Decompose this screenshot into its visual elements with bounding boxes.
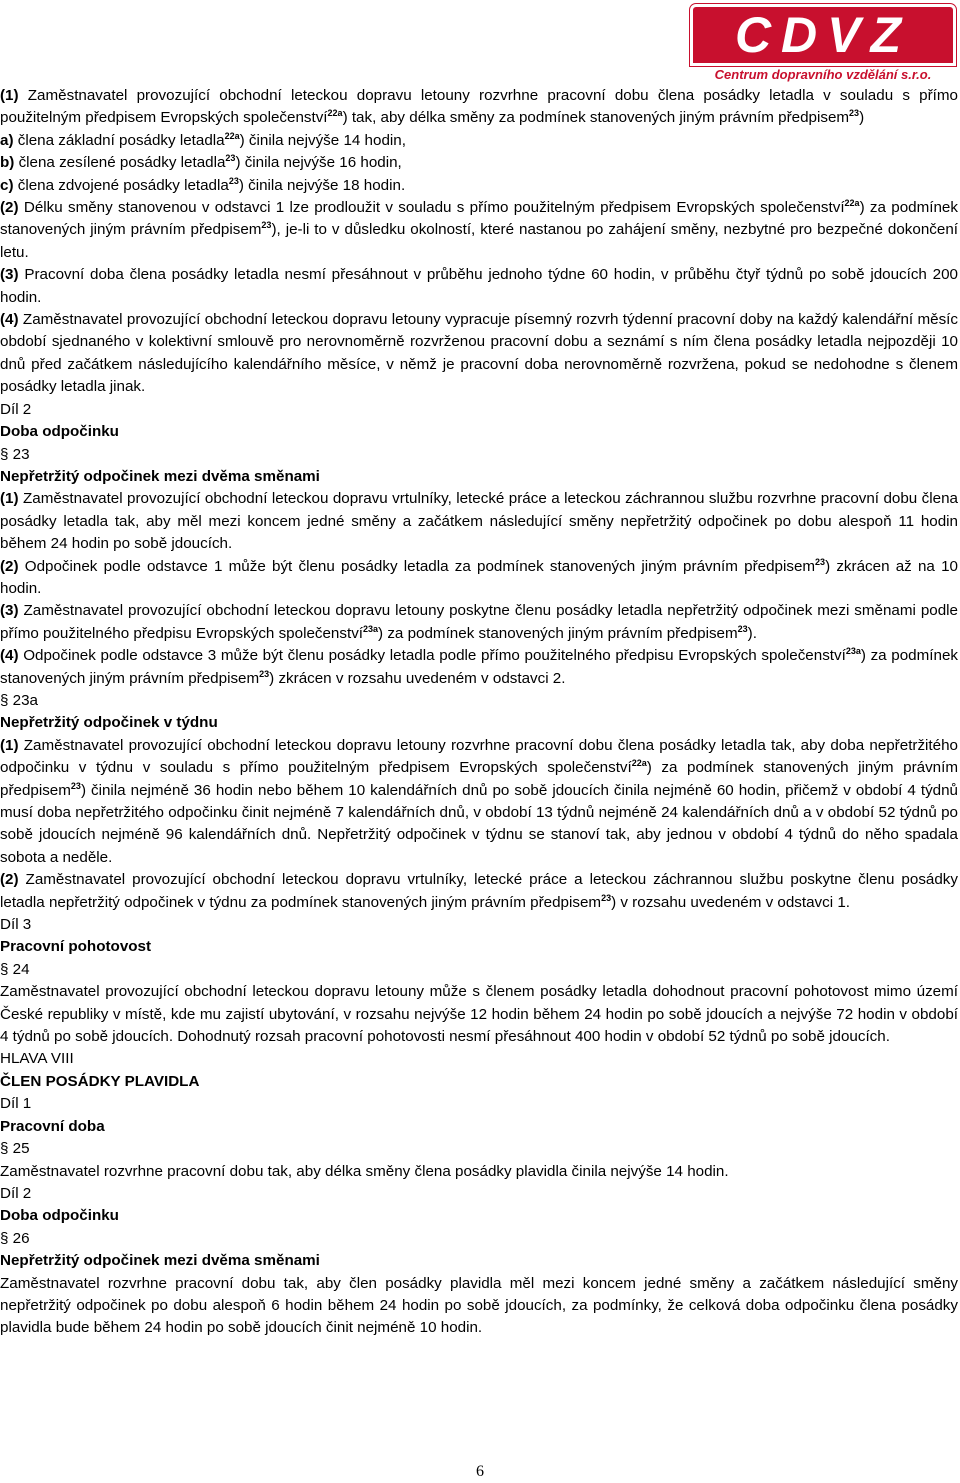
- logo-subtitle: Centrum dopravního vzdělání s.r.o.: [714, 67, 932, 82]
- paragraph-22-4: (4) Zaměstnavatel provozující obchodní leteckou dopravu letouny vypracuje písemný rozvrh týdenní pracovní doby na každý kalendářní měsíc období sjednaného v kolektivní smlouvě pro nerovnoměrně rozvrženou pracovní dobu a seznámí s ním člena posádky letadla nejpozději 10 dnů před začátkem následujícího kalendářního měsíce, v němž je pracovní doba nerovnoměrně rozvržena, pokud se nedohodne s členem posádky letadla jinak.: [0, 311, 958, 396]
- paragraph-23a-2: (2) Zaměstnavatel provozující obchodní leteckou dopravu vrtulníky, letecké práce a leteckou záchrannou službu poskytne členu posádky letadla nepřetržitý odpočinek v týdnu za podmínek stanovených jiným právním předpisem$^{23}$) v rozsahu uvedeném v odstavci 1.: [0, 871, 958, 911]
- logo-letters: CDVZ: [690, 4, 956, 66]
- document-body: [0, 85, 958, 1340]
- section-heading: Nepřetržitý odpočinek mezi dvěma směnami: [0, 467, 320, 485]
- section-title: Doba odpočinku: [0, 423, 119, 441]
- section-number: § 23a: [0, 691, 39, 709]
- paragraph-22-3: (3) Pracovní doba člena posádky letadla nesmí přesáhnout v průběhu jednoho týdne 60 hodin, v průběhu čtyř týdnů po sobě jdoucích 200 hodin.: [0, 266, 958, 306]
- section-number: § 26: [0, 1229, 30, 1247]
- section-title: Pracovní doba: [0, 1117, 105, 1135]
- paragraph-26: Zaměstnavatel rozvrhne pracovní dobu tak, aby člen posádky plavidla měl mezi koncem jedné směny a začátkem následující směny nepřetržitý odpočinek po dobu alespoň 6 hodin během 24 hodin po sobě jdoucích, za podmínky, že celková doba odpočinku člena posádky plavidla bude během 24 hodin po sobě jdoucích činit nejméně 10 hodin.: [0, 1274, 958, 1337]
- paragraph-24: Zaměstnavatel provozující obchodní leteckou dopravu letouny může s členem posádky letadla dohodnout pracovní pohotovost mimo území České republiky v místě, kde mu zajistí ubytování, v rozsahu nejvýše 12 hodin během 24 hodin po sobě jdoucích a nejvýše 72 hodin v období 4 týdnů po sobě jdoucích. Dohodnutý rozsah pracovní pohotovosti nesmí přesáhnout 400 hodin v období 52 týdnů po sobě jdoucích.: [0, 983, 958, 1046]
- paragraph-23-3: (3) Zaměstnavatel provozující obchodní leteckou dopravu letouny poskytne členu posádky letadla nepřetržitý odpočinek mezi směnami podle přímo použitelného předpisu Evropských společenství$^{23a}$) za podmínek stanovených jiným právním předpisem$^{23}$).: [0, 602, 958, 642]
- list-item-b: b) člena zesílené posádky letadla$^{23}$) činila nejvýše 16 hodin,: [0, 153, 402, 172]
- list-item-a: a) člena základní posádky letadla$^{22a}$) činila nejvýše 14 hodin,: [0, 130, 406, 149]
- part-heading: Díl 1: [0, 1095, 32, 1113]
- chapter-heading: HLAVA VIII: [0, 1050, 74, 1068]
- paragraph-23-2: (2) Odpočinek podle odstavce 1 může být členu posádky letadla za podmínek stanovených jiným právním předpisem$^{23}$) zkrácen až na 10 hodin.: [0, 556, 958, 597]
- section-number: § 23: [0, 445, 30, 463]
- paragraph-23a-1: (1) Zaměstnavatel provozující obchodní leteckou dopravu letouny rozvrhne pracovní dobu člena posádky letadla tak, aby doba nepřetržitého odpočinku v týdnu v souladu s přímo použitelným předpisem Evropských společenství$^{22a}$) za podmínek stanovených jiným právním předpisem$^{23}$) činila nejméně 36 hodin nebo během 10 kalendářních dnů po sobě jdoucích činila nejméně 60 hodin, přičemž v období 4 týdnů musí doba nepřetržitého odpočinku činit nejméně 7 kalendářních dnů, v období 13 týdnů nejméně 24 kalendářních dnů a v období 52 týdnů po sobě jdoucích nejméně 96 kalendářních dnů. Nepřetržitý odpočinek v týdnu se stanoví tak, aby jednou v období 4 týdnů do něho spadala sobota a neděle.: [0, 736, 958, 866]
- part-heading: Díl 2: [0, 400, 32, 418]
- part-heading: Díl 2: [0, 1184, 32, 1202]
- paragraph-25: Zaměstnavatel rozvrhne pracovní dobu tak, aby délka směny člena posádky plavidla činila nejvýše 14 hodin.: [0, 1162, 729, 1180]
- section-heading: Nepřetržitý odpočinek mezi dvěma směnami: [0, 1252, 320, 1270]
- section-heading: Nepřetržitý odpočinek v týdnu: [0, 714, 218, 732]
- paragraph-22-1: (1) Zaměstnavatel provozující obchodní leteckou dopravu letouny rozvrhne pracovní dobu člena posádky letadla v souladu s přímo použitelným předpisem Evropských společenství$^{22a}$) tak, aby délka směny za podmínek stanovených jiným právním předpisem$^{23}$): [0, 87, 958, 127]
- paragraph-22-2: (2) Délku směny stanovenou v odstavci 1 lze prodloužit v souladu s přímo použitelným předpisem Evropských společenství$^{22a}$) za podmínek stanovených jiným právním předpisem$^{23}$), je-li to v důsledku okolností, které nastanou po zahájení směny, nezbytné pro bezpečné dokončení letu.: [0, 198, 958, 261]
- page-number: 6: [476, 1463, 484, 1480]
- section-title: Doba odpočinku: [0, 1207, 119, 1225]
- section-number: § 25: [0, 1140, 30, 1158]
- chapter-title: ČLEN POSÁDKY PLAVIDLA: [0, 1072, 200, 1090]
- company-logo: [690, 4, 956, 84]
- part-heading: Díl 3: [0, 916, 32, 934]
- section-number: § 24: [0, 960, 30, 978]
- list-item-c: c) člena zdvojené posádky letadla$^{23}$) činila nejvýše 18 hodin.: [0, 175, 406, 194]
- section-title: Pracovní pohotovost: [0, 938, 152, 956]
- paragraph-23-4: (4) Odpočinek podle odstavce 3 může být členu posádky letadla podle přímo použitelného předpisu Evropských společenství$^{23a}$) za podmínek stanovených jiným právním předpisem$^{23}$) zkrácen v rozsahu uvedeném v odstavci 2.: [0, 646, 958, 687]
- paragraph-23-1: (1) Zaměstnavatel provozující obchodní leteckou dopravu vrtulníky, letecké práce a leteckou záchrannou službu rozvrhne pracovní dobu člena posádky letadla tak, aby měl mezi koncem jedné směny a začátkem následující směny nepřetržitý odpočinek po dobu alespoň 11 hodin během 24 hodin po sobě jdoucích.: [0, 490, 958, 553]
